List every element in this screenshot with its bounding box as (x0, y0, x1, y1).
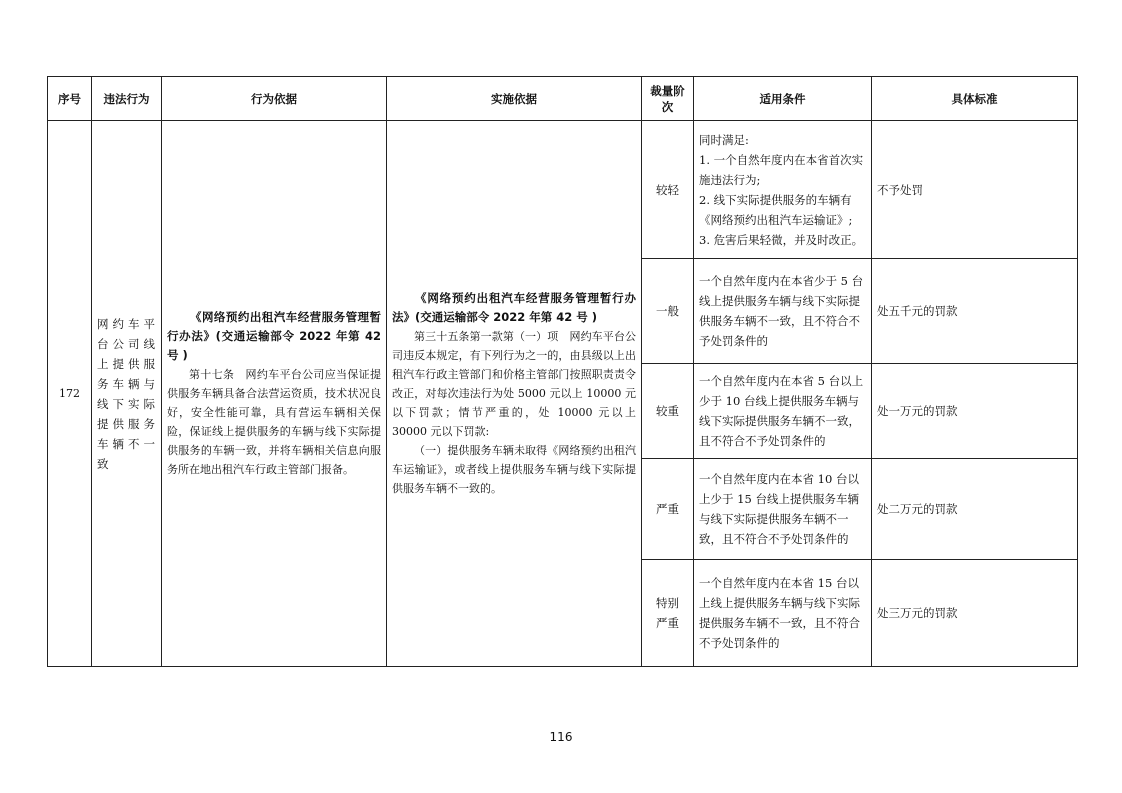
level-cell: 一般 (642, 259, 694, 364)
row-seq: 172 (48, 121, 92, 667)
header-act-basis: 行为依据 (162, 77, 387, 121)
header-violation: 违法行为 (92, 77, 162, 121)
standard-cell: 处五千元的罚款 (872, 259, 1078, 364)
level-cell: 特别严重 (642, 560, 694, 667)
condition-cell: 一个自然年度内在本省 5 台以上少于 10 台线上提供服务车辆与线下实际提供服务车辆不一致，且不符合不予处罚条件的 (694, 364, 872, 459)
penalty-table (47, 76, 1078, 667)
condition-cell: 一个自然年度内在本省少于 5 台线上提供服务车辆与线下实际提供服务车辆不一致，且不符合不予处罚条件的 (694, 259, 872, 364)
standard-cell: 处三万元的罚款 (872, 560, 1078, 667)
condition-cell (694, 121, 872, 259)
impl-basis-body-2: （一）提供服务车辆未取得《网络预约出租汽车运输证》，或者线上提供服务车辆与线下实际提供服务车辆不一致的。 (392, 444, 636, 495)
header-seq: 序号 (48, 77, 92, 121)
header-row (48, 77, 1078, 121)
condition-line: 同时满足: (699, 132, 749, 147)
act-basis-title: 《网络预约出租汽车经营服务管理暂行办法》(交通运输部令 2022 年第 42 号 ) (167, 310, 381, 362)
act-basis-body: 第十七条 网约车平台公司应当保证提供服务车辆具备合法营运资质，技术状况良好，安全性能可靠，具有营运车辆相关保险，保证线上提供服务的车辆与线下实际提供服务的车辆一致，并将车辆相关信息向服务所在地出租汽车行政主管部门报备。 (167, 368, 381, 476)
condition-line: 1. 一个自然年度内在本省首次实施违法行为; (699, 152, 864, 187)
level-cell: 较轻 (642, 121, 694, 259)
header-level: 裁量阶次 (642, 77, 694, 121)
act-basis-cell (162, 121, 387, 667)
header-standard: 具体标准 (872, 77, 1078, 121)
impl-basis-cell (387, 121, 642, 667)
standard-cell: 处二万元的罚款 (872, 459, 1078, 560)
condition-cell: 一个自然年度内在本省 15 台以上线上提供服务车辆与线下实际提供服务车辆不一致，且不符合不予处罚条件的 (694, 560, 872, 667)
condition-line: 2. 线下实际提供服务的车辆有《网络预约出租汽车运输证》; (699, 192, 853, 227)
impl-basis-title: 《网络预约出租汽车经营服务管理暂行办法》(交通运输部令 2022 年第 42 号 ) (392, 291, 636, 324)
level-cell: 较重 (642, 364, 694, 459)
table-row (48, 121, 1078, 259)
page-number: 116 (549, 730, 573, 744)
standard-cell: 处一万元的罚款 (872, 364, 1078, 459)
condition-cell: 一个自然年度内在本省 10 台以上少于 15 台线上提供服务车辆与线下实际提供服务车辆不一致，且不符合不予处罚条件的 (694, 459, 872, 560)
impl-basis-body-1: 第三十五条第一款第（一）项 网约车平台公司违反本规定，有下列行为之一的，由县级以上出租汽车行政主管部门和价格主管部门按照职责责令改正，对每次违法行为处 5000 元以上 10000 元以下罚款；情节严重的，处 10000 元以上 30000 元以下罚款: (392, 330, 636, 438)
standard-cell: 不予处罚 (872, 121, 1078, 259)
level-cell: 严重 (642, 459, 694, 560)
header-impl-basis: 实施依据 (387, 77, 642, 121)
condition-line: 3. 危害后果轻微，并及时改正。 (699, 232, 864, 247)
violation-cell: 网约车平台公司线上提供服务车辆与线下实际提供服务车辆不一致 (92, 121, 162, 667)
header-condition: 适用条件 (694, 77, 872, 121)
